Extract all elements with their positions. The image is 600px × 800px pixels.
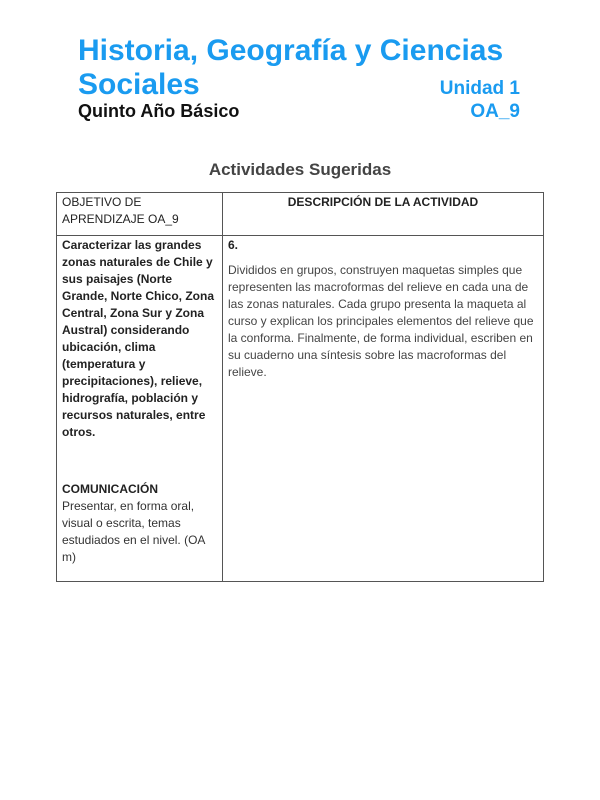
table-header-row bbox=[57, 193, 544, 236]
header-description: DESCRIPCIÓN DE LA ACTIVIDAD bbox=[223, 193, 544, 236]
title-line-2: Sociales bbox=[78, 68, 200, 101]
skill-text: Presentar, en forma oral, visual o escrita, temas estudiados en el nivel. (OA m) bbox=[62, 499, 205, 564]
activity-description: Divididos en grupos, construyen maquetas simples que representen las macroformas del relieve en cada una de las zonas naturales. Cada grupo presenta la maqueta al curso y explican los principales elementos del relieve que la conforma. Finalmente, de forma individual, escriben en su cuaderno una síntesis sobre las macroformas del relieve. bbox=[228, 263, 534, 379]
description-cell bbox=[223, 236, 544, 582]
activity-number: 6. bbox=[228, 238, 239, 252]
oa-code: OA_9 bbox=[470, 101, 520, 122]
grade-label: Quinto Año Básico bbox=[78, 101, 240, 121]
header-objective: OBJETIVO DE APRENDIZAJE OA_9 bbox=[57, 193, 223, 236]
table-row bbox=[57, 236, 544, 582]
skill-heading: COMUNICACIÓN bbox=[62, 482, 158, 496]
activities-table bbox=[56, 192, 544, 582]
unit-label: Unidad 1 bbox=[439, 78, 520, 99]
objective-text: Caracterizar las grandes zonas naturales de Chile y sus paisajes (Norte Grande, Norte Chico, Zona Central, Zona Sur y Zona Austral) considerando ubicación, clima (temperatura y precipitaciones), relieve, hidrografía, población y recursos naturales, entre otros. bbox=[62, 238, 215, 439]
objective-cell bbox=[57, 236, 223, 582]
section-title: Actividades Sugeridas bbox=[208, 160, 392, 179]
title-line-1: Historia, Geografía y Ciencias bbox=[78, 34, 504, 67]
